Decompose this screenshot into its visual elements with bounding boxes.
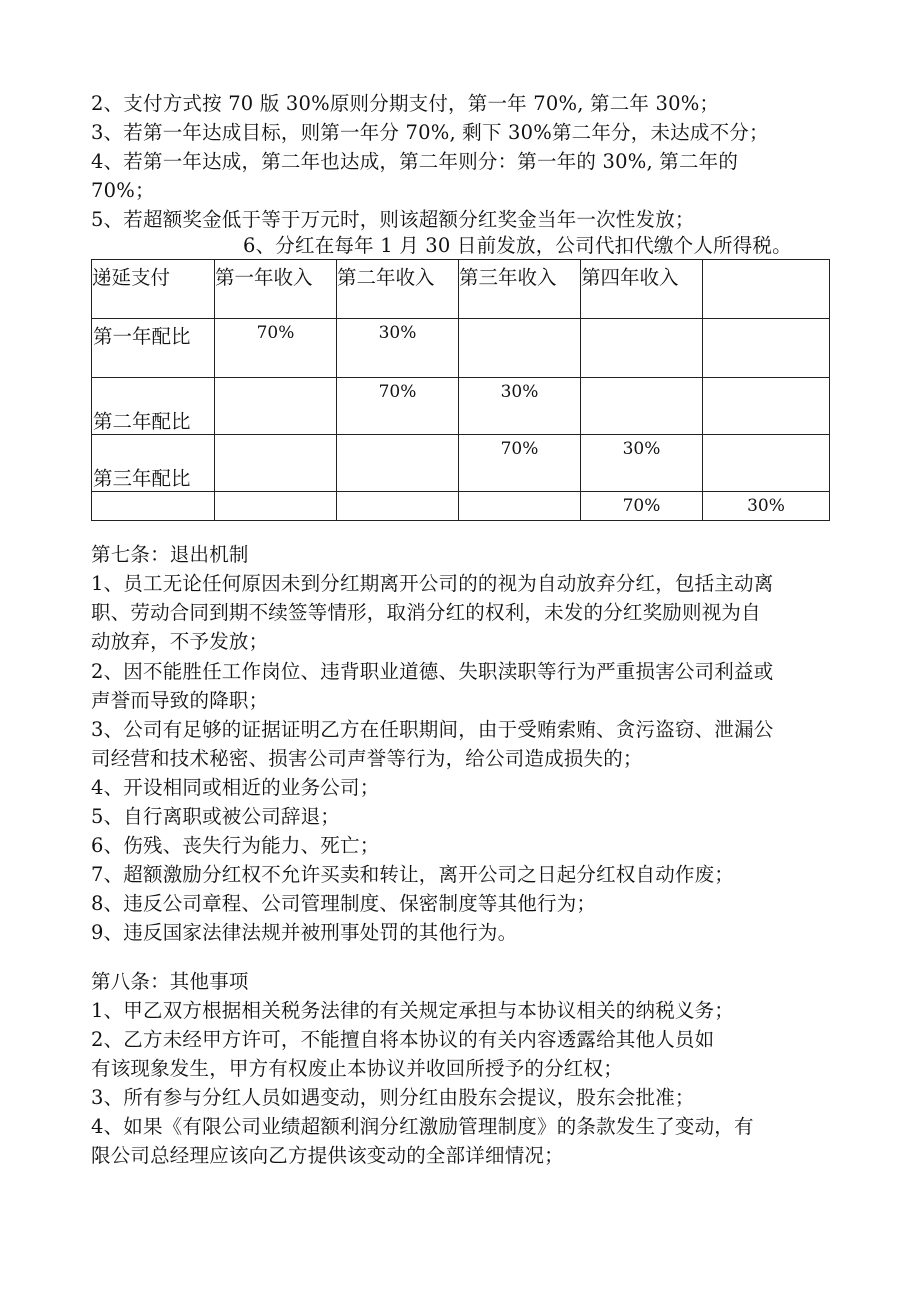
section-8-line: 限公司总经理应该向乙方提供该变动的全部详细情况； bbox=[91, 1144, 564, 1167]
section-7-line: 动放弃，不予发放； bbox=[91, 630, 269, 653]
table-header-row bbox=[92, 260, 830, 319]
section-7-line: 8、违反公司章程、公司管理制度、保密制度等其他行为； bbox=[91, 892, 597, 915]
row-label-cell: 第三年配比 bbox=[92, 435, 215, 492]
section-7-title: 第七条：退出机制 bbox=[91, 543, 249, 566]
table-cell bbox=[215, 492, 337, 521]
table-cell bbox=[337, 492, 459, 521]
table-cell: 30% bbox=[337, 319, 459, 378]
section-7-line: 1、员工无论任何原因未到分红期离开公司的的视为自动放弃分红，包括主动离 bbox=[91, 572, 774, 595]
section-7-line: 2、因不能胜任工作岗位、违背职业道德、失职渎职等行为严重损害公司利益或 bbox=[91, 660, 774, 683]
row-label-cell: 第二年配比 bbox=[92, 378, 215, 435]
lump-sum-item: 5、若超额奖金低于等于万元时，则该超额分红奖金当年一次性发放； bbox=[91, 208, 695, 231]
section-8-line: 1、甲乙双方根据相关税务法律的有关规定承担与本协议相关的纳税义务； bbox=[91, 999, 735, 1022]
table-row bbox=[92, 319, 830, 378]
table-cell: 30% bbox=[703, 492, 830, 521]
table-cell: 30% bbox=[581, 435, 703, 492]
payment-method-item: 2、支付方式按 70 版 30%原则分期支付，第一年 70%, 第二年 30%； bbox=[91, 92, 720, 115]
table-cell bbox=[215, 435, 337, 492]
both-years-target-item-cont: 70%； bbox=[91, 179, 155, 202]
table-row bbox=[92, 435, 830, 492]
section-7-line: 司经营和技术秘密、损害公司声誉等行为，给公司造成损失的； bbox=[91, 747, 643, 770]
section-7-line: 3、公司有足够的证据证明乙方在任职期间，由于受贿索贿、贪污盗窃、泄漏公 bbox=[91, 718, 774, 741]
table-cell bbox=[581, 319, 703, 378]
table-row bbox=[92, 492, 830, 521]
table-cell bbox=[703, 319, 830, 378]
first-year-target-item: 3、若第一年达成目标，则第一年分 70%, 剩下 30%第二年分，未达成不分； bbox=[91, 121, 769, 144]
table-cell: 70% bbox=[581, 492, 703, 521]
header-cell bbox=[703, 260, 830, 319]
table-cell: 30% bbox=[459, 378, 581, 435]
section-7-line: 9、违反国家法律法规并被刑事处罚的其他行为。 bbox=[91, 921, 518, 944]
section-7-line: 7、超额激励分红权不允许买卖和转让，离开公司之日起分红权自动作废； bbox=[91, 863, 735, 886]
table-cell: 70% bbox=[215, 319, 337, 378]
table-cell bbox=[703, 435, 830, 492]
payout-date-item: 6、分红在每年 1 月 30 日前发放，公司代扣代缴个人所得税。 bbox=[243, 234, 792, 257]
table-cell bbox=[581, 378, 703, 435]
table-cell: 70% bbox=[459, 435, 581, 492]
section-7-line: 4、开设相同或相近的业务公司； bbox=[91, 776, 380, 799]
table-cell bbox=[459, 492, 581, 521]
row-label-cell bbox=[92, 492, 215, 521]
header-cell: 第三年收入 bbox=[459, 260, 581, 319]
header-cell: 第四年收入 bbox=[581, 260, 703, 319]
row-label-cell: 第一年配比 bbox=[92, 319, 215, 378]
header-cell: 递延支付 bbox=[92, 260, 215, 319]
section-7-line: 职、劳动合同到期不续签等情形，取消分红的权利，未发的分红奖励则视为自 bbox=[91, 601, 761, 624]
section-7-line: 声誉而导致的降职； bbox=[91, 689, 269, 712]
section-8-line: 有该现象发生，甲方有权废止本协议并收回所授予的分红权； bbox=[91, 1057, 623, 1080]
deferred-payment-table bbox=[91, 259, 830, 521]
table-cell: 70% bbox=[337, 378, 459, 435]
section-7-line: 6、伤残、丧失行为能力、死亡； bbox=[91, 834, 380, 857]
table-cell bbox=[459, 319, 581, 378]
section-8-line: 2、乙方未经甲方许可，不能擅自将本协议的有关内容透露给其他人员如 bbox=[91, 1028, 715, 1051]
section-8-line: 3、所有参与分红人员如遇变动，则分红由股东会提议，股东会批准； bbox=[91, 1086, 695, 1109]
table-cell bbox=[337, 435, 459, 492]
table-cell bbox=[215, 378, 337, 435]
header-cell: 第一年收入 bbox=[215, 260, 337, 319]
header-cell: 第二年收入 bbox=[337, 260, 459, 319]
section-8-title: 第八条：其他事项 bbox=[91, 970, 249, 993]
section-8-line: 4、如果《有限公司业绩超额利润分红激励管理制度》的条款发生了变动，有 bbox=[91, 1115, 754, 1138]
section-7-line: 5、自行离职或被公司辞退； bbox=[91, 805, 341, 828]
both-years-target-item: 4、若第一年达成，第二年也达成，第二年则分：第一年的 30%, 第二年的 bbox=[91, 150, 739, 173]
table-cell bbox=[703, 378, 830, 435]
table-row bbox=[92, 378, 830, 435]
